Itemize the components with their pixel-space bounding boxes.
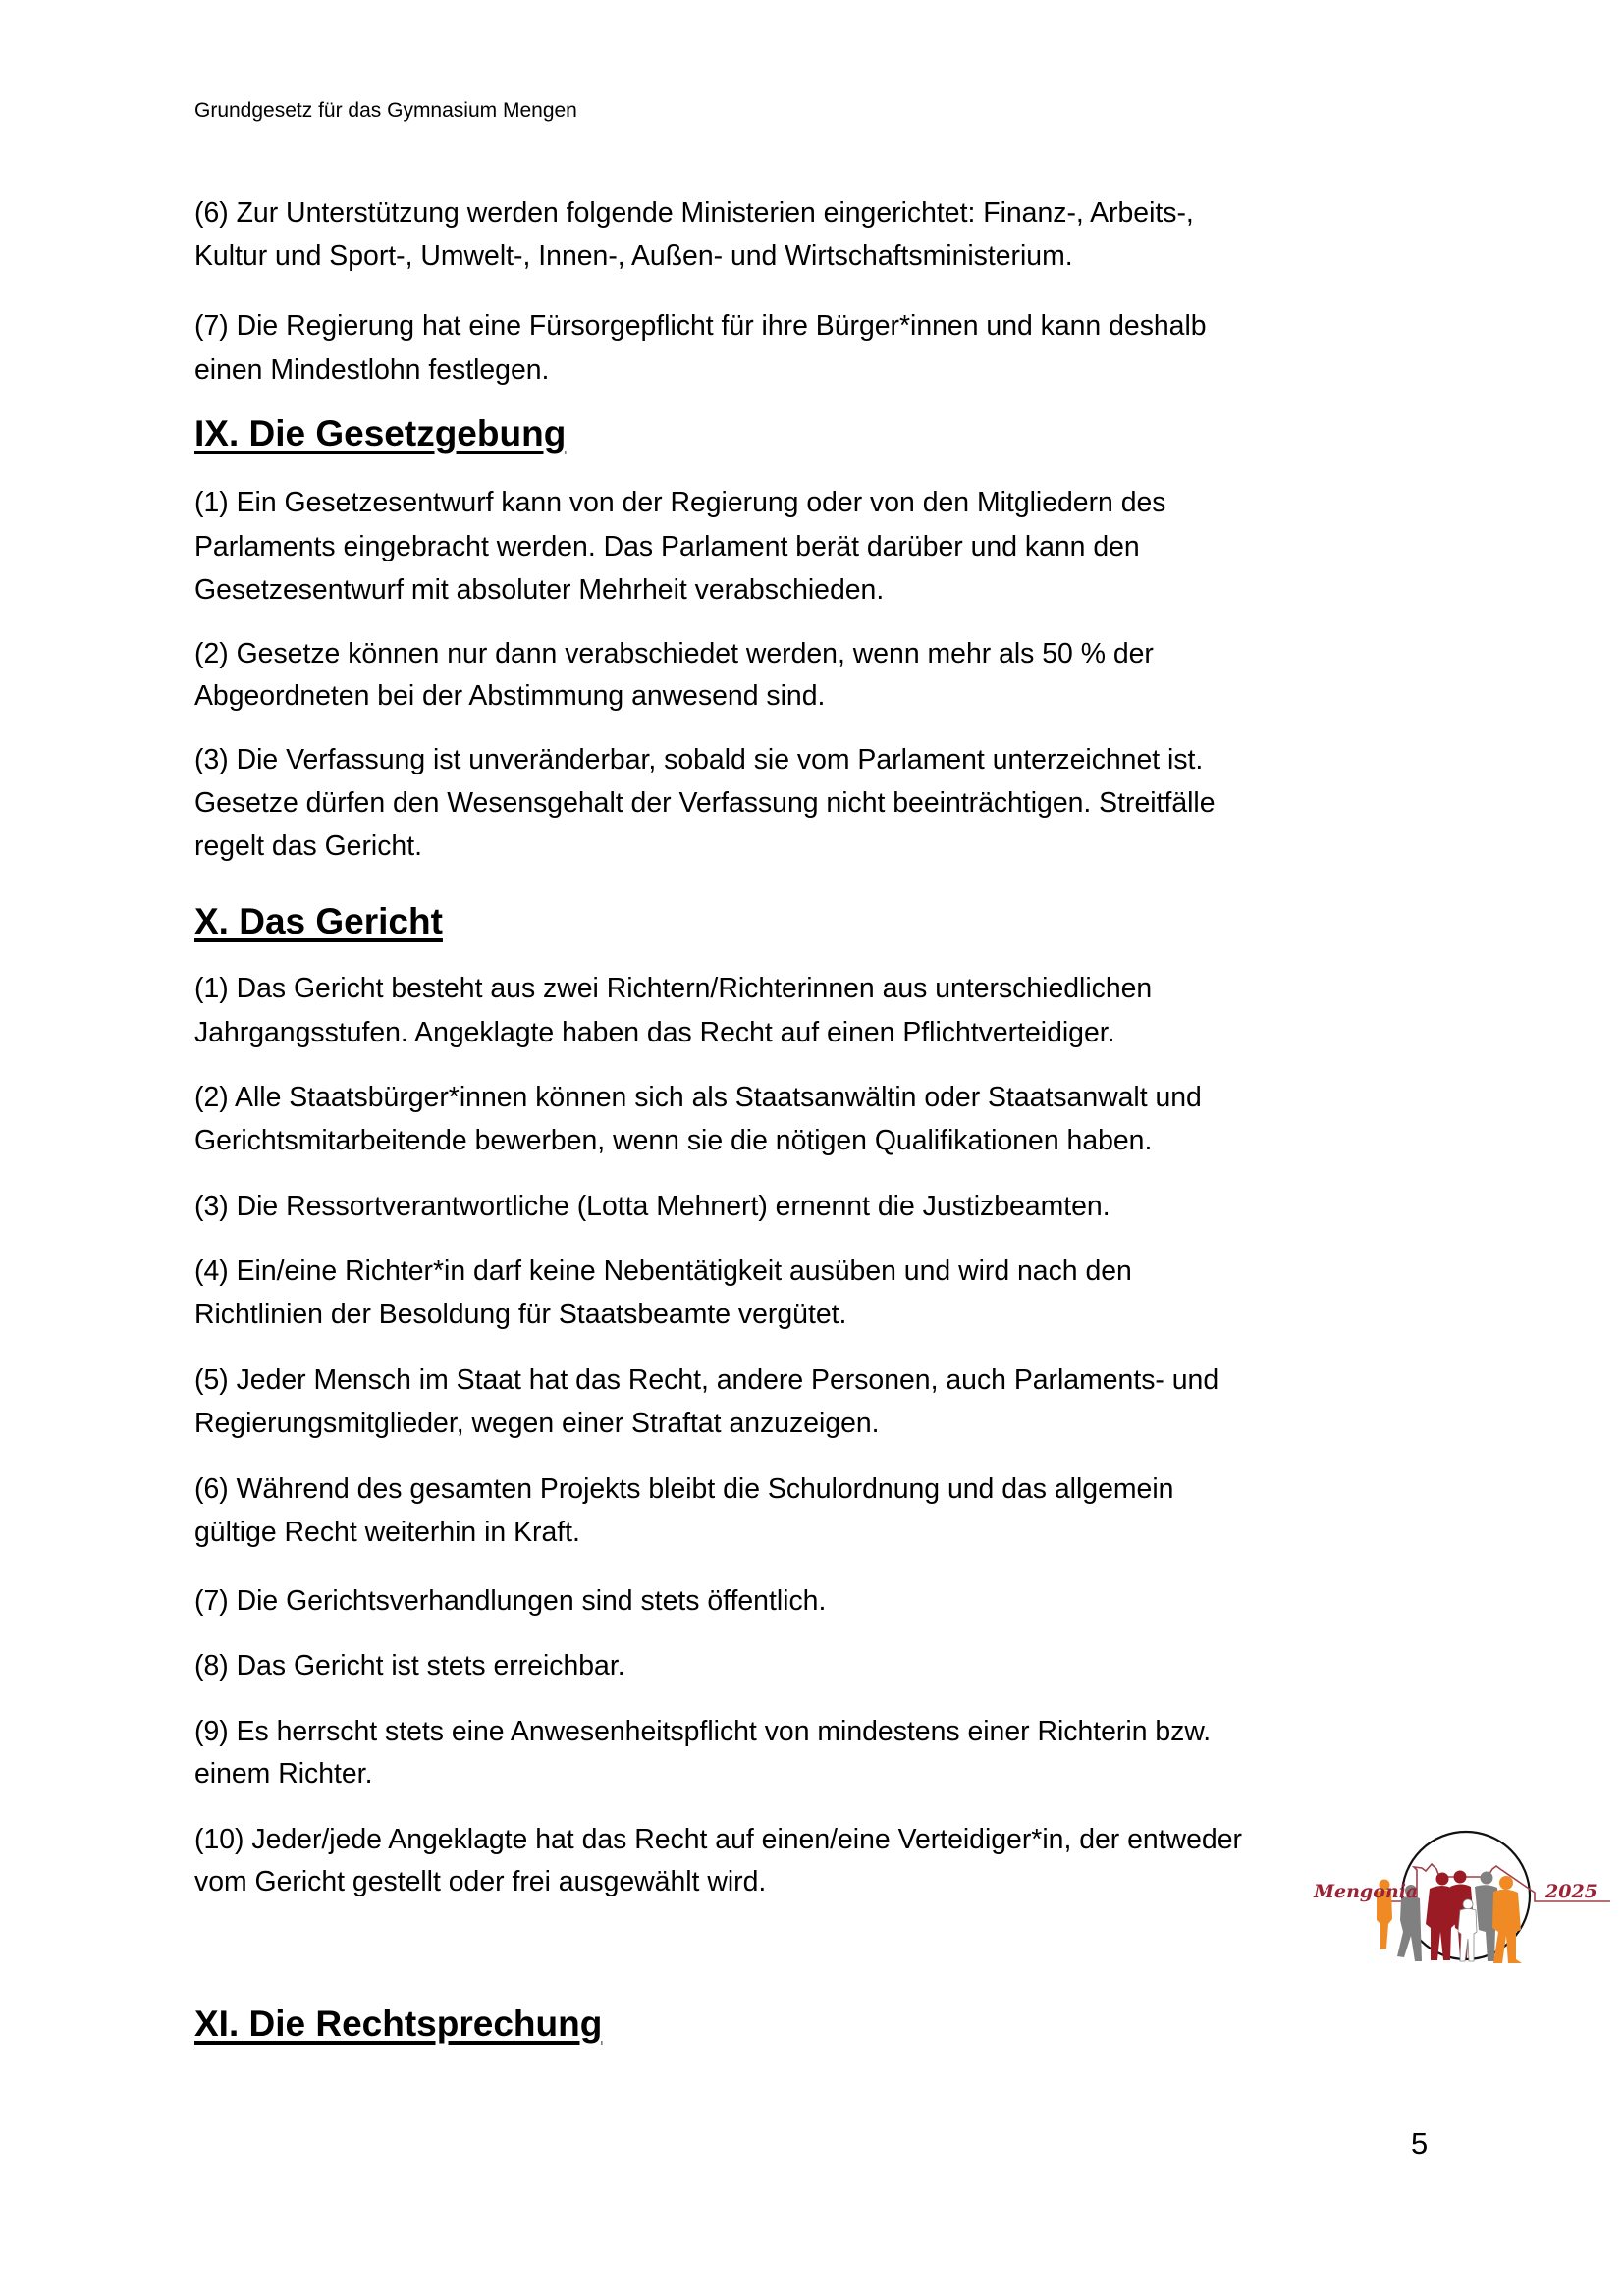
paragraph-line: (1) Das Gericht besteht aus zwei Richtern/Richterinnen aus unterschiedlichen: [194, 973, 1153, 1004]
paragraph-line: Gesetzesentwurf mit absoluter Mehrheit verabschieden.: [194, 574, 885, 606]
paragraph-line: Gesetze dürfen den Wesensgehalt der Verfassung nicht beeinträchtigen. Streitfälle: [194, 787, 1216, 819]
paragraph-line: (1) Ein Gesetzesentwurf kann von der Regierung oder von den Mitgliedern des: [194, 487, 1166, 518]
mengonia-logo: [1306, 1826, 1620, 1973]
logo-text-mengonia: Mengonia: [1314, 1881, 1419, 1902]
paragraph-line: (6) Während des gesamten Projekts bleibt die Schulordnung und das allgemein: [194, 1473, 1174, 1505]
paragraph-line: (3) Die Verfassung ist unveränderbar, sobald sie vom Parlament unterzeichnet ist.: [194, 744, 1204, 775]
paragraph-line: (9) Es herrscht stets eine Anwesenheitspflicht von mindestens einer Richterin bzw.: [194, 1716, 1212, 1747]
paragraph-line: (7) Die Gerichtsverhandlungen sind stets öffentlich.: [194, 1585, 827, 1617]
paragraph-line: (4) Ein/eine Richter*in darf keine Nebentätigkeit ausüben und wird nach den: [194, 1255, 1132, 1287]
section-heading: IX. Die Gesetzgebung: [194, 413, 567, 454]
running-header: Grundgesetz für das Gymnasium Mengen: [194, 99, 577, 122]
paragraph-line: Regierungsmitglieder, wegen einer Straftat anzuzeigen.: [194, 1408, 880, 1439]
paragraph-line: (5) Jeder Mensch im Staat hat das Recht, andere Personen, auch Parlaments- und: [194, 1364, 1219, 1396]
paragraph-line: einem Richter.: [194, 1758, 373, 1789]
paragraph-line: einen Mindestlohn festlegen.: [194, 354, 550, 386]
logo-text-year: 2025: [1545, 1881, 1597, 1902]
paragraph-line: regelt das Gericht.: [194, 830, 422, 862]
paragraph-line: Gerichtsmitarbeitende bewerben, wenn sie die nötigen Qualifikationen haben.: [194, 1125, 1153, 1156]
paragraph-line: (3) Die Ressortverantwortliche (Lotta Mehnert) ernennt die Justizbeamten.: [194, 1191, 1110, 1222]
paragraph-line: (2) Alle Staatsbürger*innen können sich als Staatsanwältin oder Staatsanwalt und: [194, 1082, 1202, 1113]
page-number: 5: [1411, 2126, 1429, 2161]
paragraph-line: Kultur und Sport-, Umwelt-, Innen-, Außen- und Wirtschaftsministerium.: [194, 240, 1073, 272]
paragraph-line: Abgeordneten bei der Abstimmung anwesend sind.: [194, 680, 826, 712]
paragraph-line: Parlaments eingebracht werden. Das Parlament berät darüber und kann den: [194, 531, 1140, 562]
paragraph-line: vom Gericht gestellt oder frei ausgewählt wird.: [194, 1866, 767, 1897]
paragraph-line: (10) Jeder/jede Angeklagte hat das Recht auf einen/eine Verteidiger*in, der entweder: [194, 1824, 1242, 1855]
paragraph-line: Richtlinien der Besoldung für Staatsbeamte vergütet.: [194, 1299, 847, 1330]
paragraph-line: (6) Zur Unterstützung werden folgende Ministerien eingerichtet: Finanz-, Arbeits-,: [194, 197, 1194, 229]
paragraph-line: (2) Gesetze können nur dann verabschiedet werden, wenn mehr als 50 % der: [194, 638, 1154, 669]
section-heading: X. Das Gericht: [194, 901, 443, 941]
paragraph-line: (7) Die Regierung hat eine Fürsorgepflicht für ihre Bürger*innen und kann deshalb: [194, 310, 1207, 342]
paragraph-line: gültige Recht weiterhin in Kraft.: [194, 1517, 580, 1548]
section-heading: XI. Die Rechtsprechung: [194, 2003, 603, 2044]
paragraph-line: (8) Das Gericht ist stets erreichbar.: [194, 1650, 625, 1682]
paragraph-line: Jahrgangsstufen. Angeklagte haben das Recht auf einen Pflichtverteidiger.: [194, 1017, 1115, 1048]
